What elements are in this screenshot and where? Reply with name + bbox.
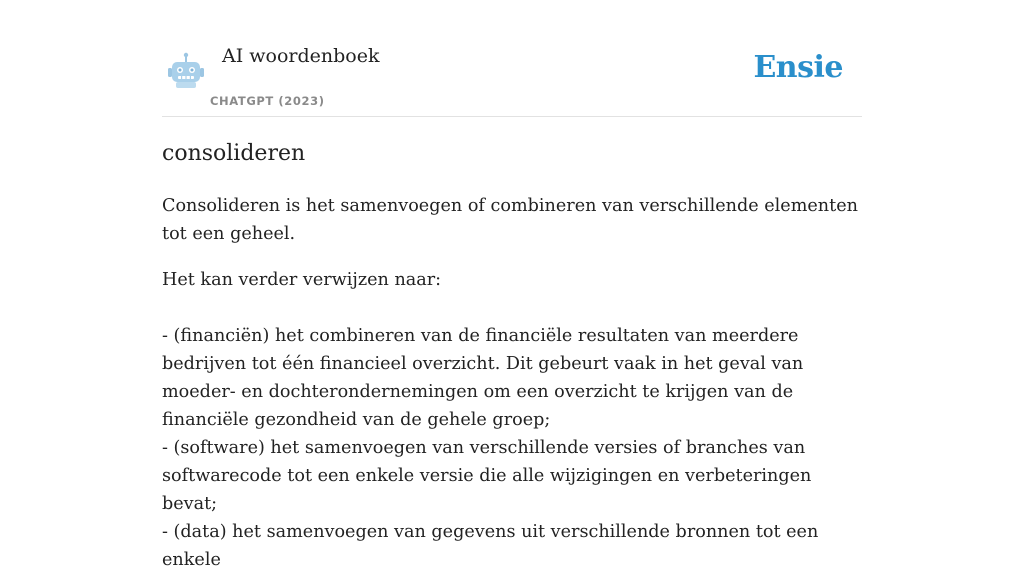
entry-definition: Consolideren is het samenvoegen of combineren van verschillende elementen tot een geheel. <box>162 196 858 244</box>
source-subtitle: CHATGPT (2023) <box>210 94 325 108</box>
robot-icon <box>166 52 206 90</box>
entry-meaning-list <box>162 322 862 574</box>
list-item: - (software) het samenvoegen van verschillende versies of branches van softwarecode tot een enkele versie die alle wijzigingen en verbeteringen bevat; <box>162 438 812 514</box>
entry-term: consolideren <box>162 141 306 166</box>
entry-content <box>162 138 862 574</box>
list-item: - (data) het samenvoegen van gegevens uit verschillende bronnen tot een enkele <box>162 522 819 570</box>
source-title[interactable]: AI woordenboek <box>222 45 380 67</box>
brand-logo[interactable]: Ensie <box>753 50 843 85</box>
entry-intro: Het kan verder verwijzen naar: <box>162 270 442 290</box>
list-item: - (financiën) het combineren van de financiële resultaten van meerdere bedrijven tot één financieel overzicht. Dit gebeurt vaak in het geval van moeder- en dochterondernemingen om een overzicht te krijgen van de financiële gezondheid van de gehele groep; <box>162 326 804 430</box>
header <box>162 0 862 117</box>
